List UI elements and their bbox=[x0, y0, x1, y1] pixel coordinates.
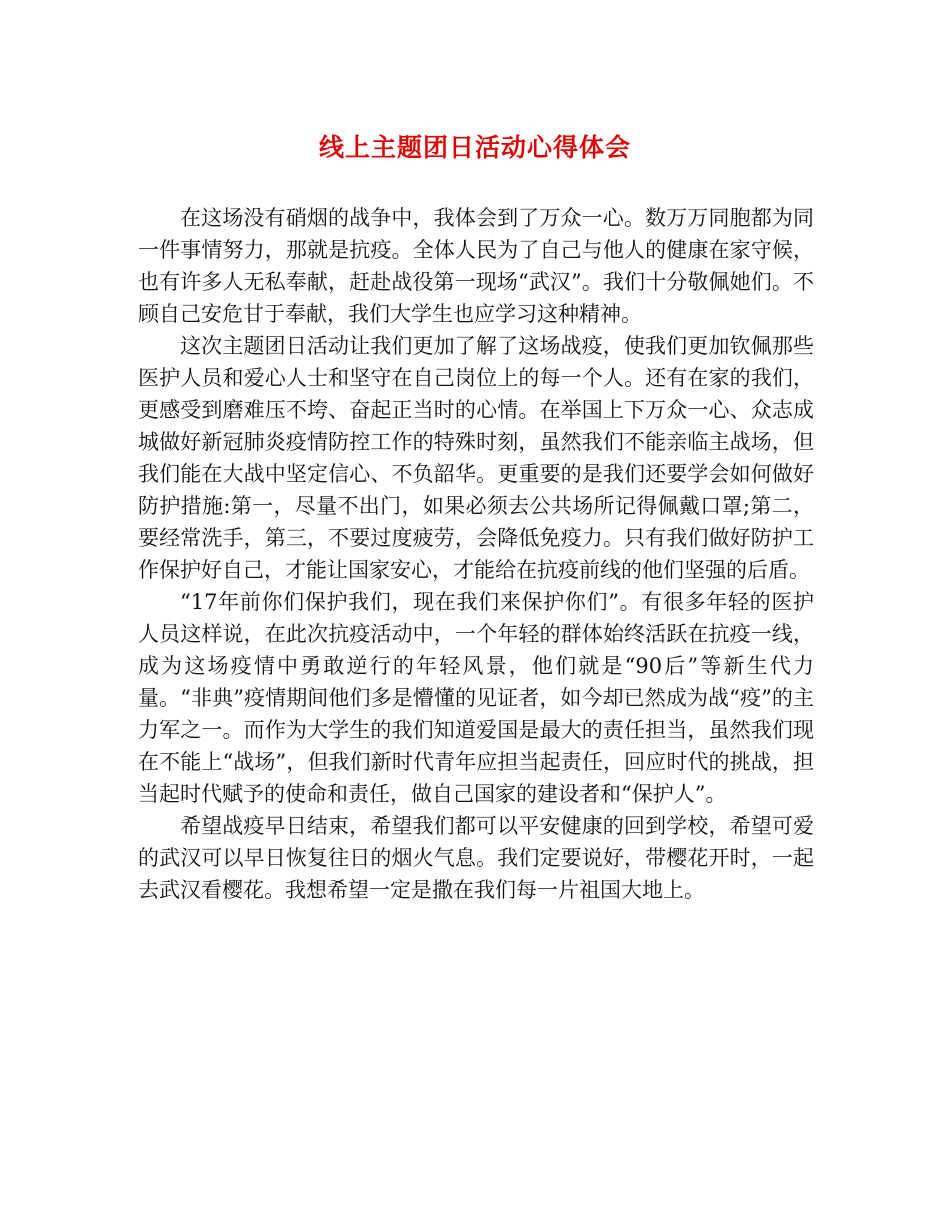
paragraph-1: 在这场没有硝烟的战争中，我体会到了万众一心。数万万同胞都为同一件事情努力，那就是抗疫。全体人民为了自己与他人的健康在家守候，也有许多人无私奉献，赶赴战役第一现场“武汉”。我们十分敬佩她们。不顾自己安危甘于奉献，我们大学生也应学习这种精神。 bbox=[138, 206, 814, 326]
paragraph-3: “17年前你们保护我们，现在我们来保护你们”。有很多年轻的医护人员这样说，在此次抗疫活动中，一个年轻的群体始终活跃在抗疫一线，成为这场疫情中勇敢逆行的年轻风景，他们就是“90后”等新生代力量。“非典”疫情期间他们多是懵懂的见证者，如今却已然成为战“疫”的主力军之一。而作为大学生的我们知道爱国是最大的责任担当，虽然我们现在不能上“战场”，但我们新时代青年应担当起责任，回应时代的挑战，担当起时代赋予的使命和责任，做自己国家的建设者和“保护人”。 bbox=[138, 590, 814, 806]
paragraph-4: 希望战疫早日结束，希望我们都可以平安健康的回到学校，希望可爱的武汉可以早日恢复往日的烟火气息。我们定要说好，带樱花开时，一起去武汉看樱花。我想希望一定是撒在我们每一片祖国大地上。 bbox=[138, 814, 814, 902]
paragraph-2: 这次主题团日活动让我们更加了解了这场战疫，使我们更加钦佩那些医护人员和爱心人士和坚守在自己岗位上的每一个人。还有在家的我们，更感受到磨难压不垮、奋起正当时的心情。在举国上下万众一心、众志成城做好新冠肺炎疫情防控工作的特殊时刻，虽然我们不能亲临主战场，但我们能在大战中坚定信心、不负韶华。更重要的是我们还要学会如何做好防护措施:第一，尽量不出门，如果必须去公共场所记得佩戴口罩;第二，要经常洗手，第三，不要过度疲劳，会降低免疫力。只有我们做好防护工作保护好自己，才能让国家安心，才能给在抗疫前线的他们坚强的后盾。 bbox=[138, 334, 814, 582]
document-body bbox=[138, 202, 814, 906]
document-title: 线上主题团日活动心得体会 bbox=[318, 133, 631, 162]
